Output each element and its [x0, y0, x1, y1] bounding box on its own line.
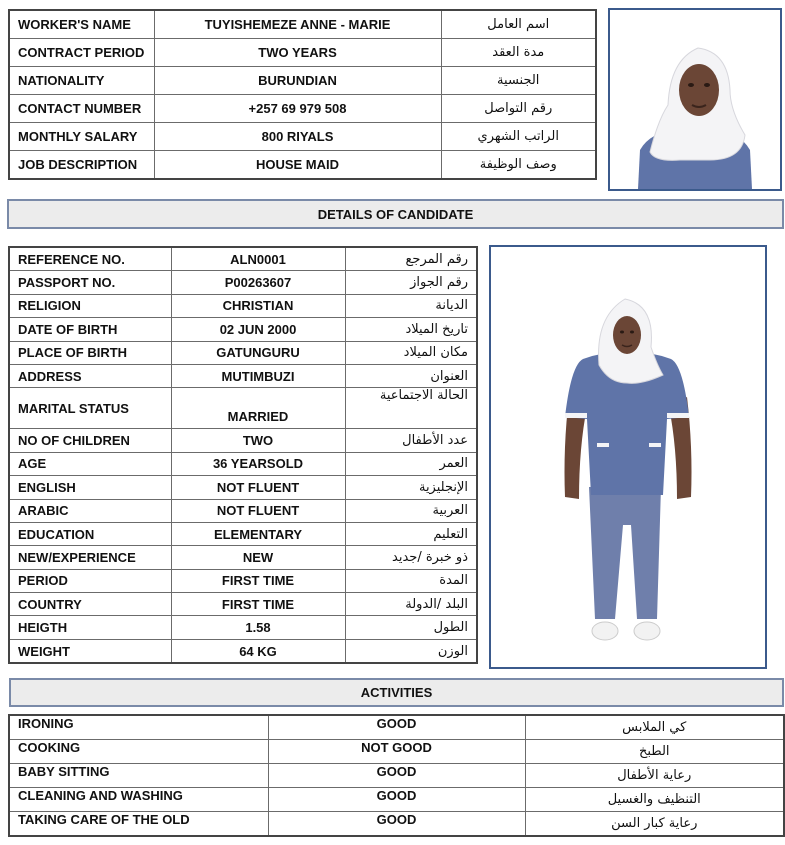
activity-row-arabic-label: التنظيف والغسيل [525, 788, 784, 812]
detail-row-value: MARRIED [171, 388, 345, 429]
activity-row-label: BABY SITTING [9, 764, 268, 788]
detail-row-arabic-label: العمر [345, 452, 477, 475]
worker-info-table [8, 9, 597, 180]
detail-row [9, 499, 477, 522]
worker-row [9, 95, 596, 123]
activity-row [9, 715, 784, 740]
detail-row-value: 1.58 [171, 616, 345, 639]
detail-row [9, 639, 477, 663]
detail-row [9, 593, 477, 616]
details-banner-text: DETAILS OF CANDIDATE [317, 206, 474, 222]
detail-row [9, 388, 477, 429]
detail-row-value: ELEMENTARY [171, 522, 345, 545]
activity-row-arabic-label: كي الملابس [525, 715, 784, 740]
worker-row-value: 800 RIYALS [154, 123, 441, 151]
detail-row-value: NOT FLUENT [171, 499, 345, 522]
worker-row-label: CONTACT NUMBER [9, 95, 154, 123]
detail-row [9, 271, 477, 294]
worker-row [9, 67, 596, 95]
worker-row-label: MONTHLY SALARY [9, 123, 154, 151]
detail-row-arabic-label: ذو خبرة /جديد [345, 546, 477, 569]
activity-row [9, 788, 784, 812]
detail-row-arabic-label: الإنجليزية [345, 476, 477, 499]
detail-row-arabic-label: المدة [345, 569, 477, 592]
detail-row-label: PLACE OF BIRTH [9, 341, 171, 364]
detail-row-value: CHRISTIAN [171, 294, 345, 317]
activity-row-value: GOOD [268, 788, 525, 812]
worker-row-arabic-label: رقم التواصل [441, 95, 596, 123]
detail-row-label: PERIOD [9, 569, 171, 592]
worker-row [9, 39, 596, 67]
detail-row-value: FIRST TIME [171, 569, 345, 592]
worker-row-value: +257 69 979 508 [154, 95, 441, 123]
worker-row-arabic-label: الراتب الشهري [441, 123, 596, 151]
detail-row-value: 64 KG [171, 639, 345, 663]
detail-row-arabic-label: الديانة [345, 294, 477, 317]
worker-row [9, 151, 596, 180]
detail-row-arabic-label: العربية [345, 499, 477, 522]
detail-row-label: NO OF CHILDREN [9, 429, 171, 452]
detail-row [9, 341, 477, 364]
activity-row-value: NOT GOOD [268, 740, 525, 764]
detail-row-label: REFERENCE NO. [9, 247, 171, 271]
detail-row-label: RELIGION [9, 294, 171, 317]
detail-row-label: EDUCATION [9, 522, 171, 545]
detail-row-arabic-label: تاريخ الميلاد [345, 318, 477, 341]
worker-row-arabic-label: وصف الوظيفة [441, 151, 596, 180]
worker-row-value: TWO YEARS [154, 39, 441, 67]
activity-row [9, 740, 784, 764]
detail-row [9, 569, 477, 592]
detail-row [9, 452, 477, 475]
detail-row-arabic-label: عدد الأطفال [345, 429, 477, 452]
detail-row [9, 364, 477, 387]
detail-row-arabic-label: العنوان [345, 364, 477, 387]
worker-row-arabic-label: اسم العامل [441, 10, 596, 39]
candidate-details-table [8, 246, 478, 664]
activity-row-arabic-label: رعاية الأطفال [525, 764, 784, 788]
detail-row-label: HEIGTH [9, 616, 171, 639]
worker-row [9, 123, 596, 151]
activity-row [9, 764, 784, 788]
detail-row [9, 522, 477, 545]
detail-row [9, 546, 477, 569]
detail-row-value: P00263607 [171, 271, 345, 294]
detail-row-arabic-label: الوزن [345, 639, 477, 663]
detail-row [9, 318, 477, 341]
activity-row-arabic-label: الطبخ [525, 740, 784, 764]
detail-row-label: ADDRESS [9, 364, 171, 387]
detail-row-label: AGE [9, 452, 171, 475]
detail-row-label: WEIGHT [9, 639, 171, 663]
detail-row-arabic-label: مكان الميلاد [345, 341, 477, 364]
detail-row-arabic-label: رقم المرجع [345, 247, 477, 271]
detail-row-arabic-label: البلد /الدولة [345, 593, 477, 616]
activity-row-arabic-label: رعاية كبار السن [525, 812, 784, 837]
detail-row-arabic-label: الحالة الاجتماعية [345, 388, 477, 429]
worker-row [9, 10, 596, 39]
detail-row-value: MUTIMBUZI [171, 364, 345, 387]
detail-row-value: TWO [171, 429, 345, 452]
worker-row-value: BURUNDIAN [154, 67, 441, 95]
activity-row-label: CLEANING AND WASHING [9, 788, 268, 812]
detail-row-value: GATUNGURU [171, 341, 345, 364]
detail-row-value: FIRST TIME [171, 593, 345, 616]
activity-row-value: GOOD [268, 715, 525, 740]
worker-row-arabic-label: الجنسية [441, 67, 596, 95]
detail-row-arabic-label: التعليم [345, 522, 477, 545]
activities-banner-text: ACTIVITIES [360, 685, 433, 700]
activities-banner [9, 678, 784, 707]
detail-row [9, 476, 477, 499]
detail-row-arabic-label: الطول [345, 616, 477, 639]
portrait-photo [608, 8, 782, 191]
worker-row-arabic-label: مدة العقد [441, 39, 596, 67]
detail-row-label: ENGLISH [9, 476, 171, 499]
activity-row-label: COOKING [9, 740, 268, 764]
detail-row-value: NOT FLUENT [171, 476, 345, 499]
detail-row-arabic-label: رقم الجواز [345, 271, 477, 294]
worker-row-label: NATIONALITY [9, 67, 154, 95]
worker-row-value: TUYISHEMEZE ANNE - MARIE [154, 10, 441, 39]
activities-table [8, 714, 785, 837]
worker-row-value: HOUSE MAID [154, 151, 441, 180]
detail-row-label: NEW/EXPERIENCE [9, 546, 171, 569]
detail-row-label: PASSPORT NO. [9, 271, 171, 294]
detail-row-label: MARITAL STATUS [9, 388, 171, 429]
activity-row-label: IRONING [9, 715, 268, 740]
worker-row-label: WORKER'S NAME [9, 10, 154, 39]
detail-row [9, 429, 477, 452]
activity-row-label: TAKING CARE OF THE OLD [9, 812, 268, 837]
detail-row-label: ARABIC [9, 499, 171, 522]
detail-row-value: 02 JUN 2000 [171, 318, 345, 341]
full-body-photo [489, 245, 767, 669]
detail-row [9, 294, 477, 317]
detail-row-value: ALN0001 [171, 247, 345, 271]
worker-row-label: CONTRACT PERIOD [9, 39, 154, 67]
detail-row-label: DATE OF BIRTH [9, 318, 171, 341]
detail-row [9, 616, 477, 639]
detail-row-value: 36 YEARSOLD [171, 452, 345, 475]
activity-row [9, 812, 784, 837]
worker-row-label: JOB DESCRIPTION [9, 151, 154, 180]
details-of-candidate-banner [7, 199, 784, 229]
activity-row-value: GOOD [268, 764, 525, 788]
detail-row [9, 247, 477, 271]
activity-row-value: GOOD [268, 812, 525, 837]
detail-row-value: NEW [171, 546, 345, 569]
detail-row-label: COUNTRY [9, 593, 171, 616]
